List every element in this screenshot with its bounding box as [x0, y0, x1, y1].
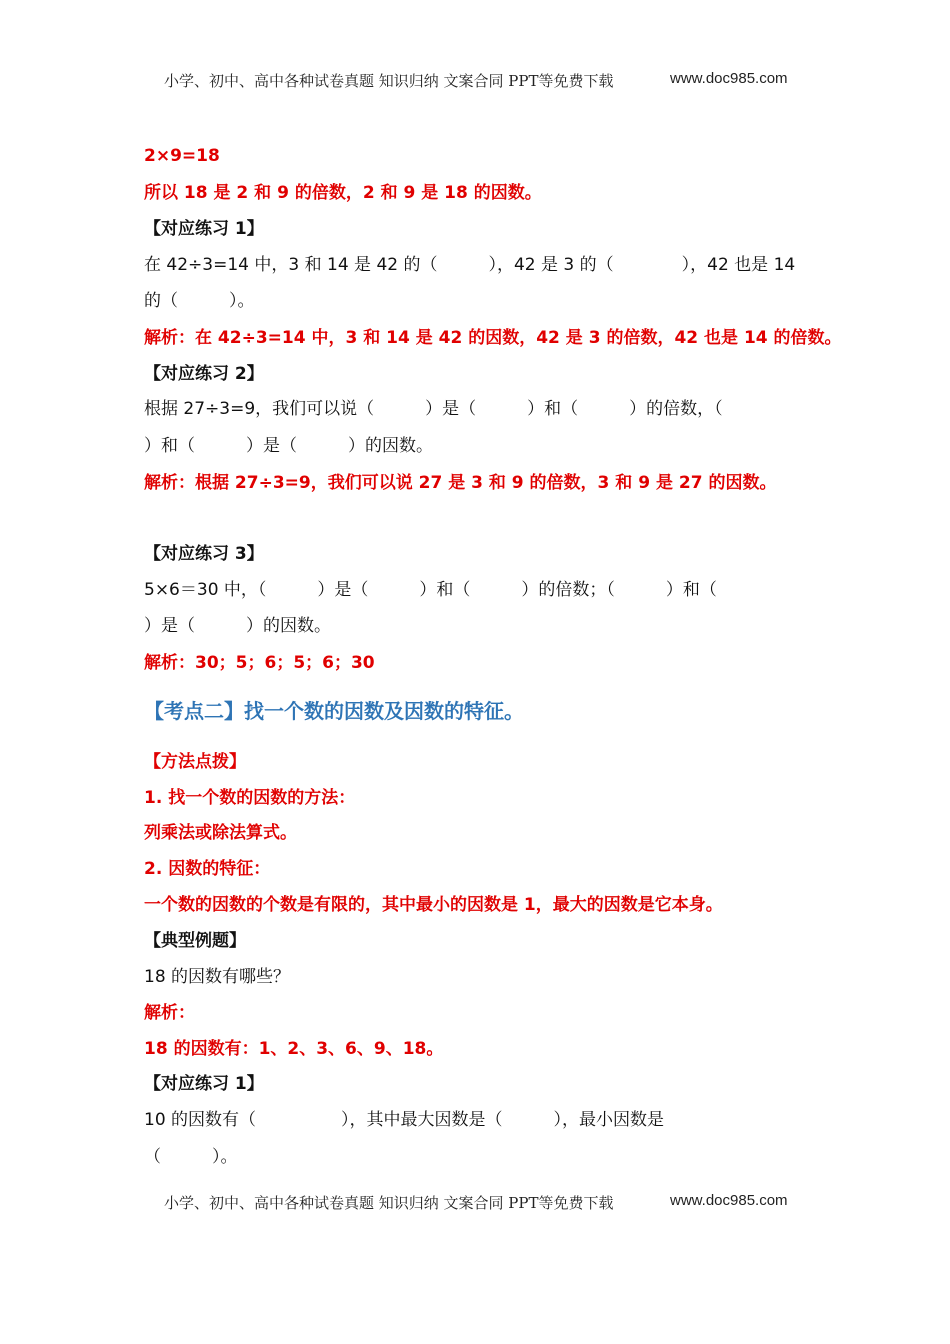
question-text: 根据 27÷3=9，我们可以说（ ）是（ ）和（ ）的倍数，（ [144, 399, 723, 419]
method-item: 2. 因数的特征： [144, 859, 271, 879]
section-heading-practice-2: 【对应练习 2】 [144, 364, 264, 384]
method-item: 一个数的因数的个数是有限的，其中最小的因数是 1，最大的因数是它本身。 [144, 895, 723, 915]
question-text: ）和（ ）是（ ）的因数。 [144, 436, 433, 456]
method-heading: 【方法点拨】 [144, 752, 246, 772]
section-heading-example: 【典型例题】 [144, 931, 246, 951]
question-text: 5×6＝30 中，（ ）是（ ）和（ ）的倍数；（ ）和（ [144, 580, 717, 600]
header-text: 小学、初中、高中各种试卷真题 知识归纳 文案合同 PPT等免费下载 [164, 72, 614, 90]
header-url: www.doc985.com [670, 70, 788, 87]
method-item: 列乘法或除法算式。 [144, 823, 297, 843]
question-text: 在 42÷3=14 中，3 和 14 是 42 的（ ），42 是 3 的（ ），42 也是 14 [144, 255, 796, 275]
footer-text: 小学、初中、高中各种试卷真题 知识归纳 文案合同 PPT等免费下载 [164, 1194, 614, 1212]
topic-heading: 【考点二】找一个数的因数及因数的特征。 [144, 699, 524, 723]
method-item: 1. 找一个数的因数的方法： [144, 788, 356, 808]
equation-line: 2×9=18 [144, 146, 220, 166]
answer-text: 解析：根据 27÷3=9，我们可以说 27 是 3 和 9 的倍数，3 和 9 是 27 的因数。 [144, 473, 777, 493]
question-text: 18 的因数有哪些？ [144, 967, 291, 987]
question-text: 10 的因数有（ ），其中最大因数是（ ），最小因数是 [144, 1110, 665, 1130]
question-text: （ ）。 [144, 1147, 238, 1167]
page-footer [164, 1192, 788, 1213]
answer-text: 解析：在 42÷3=14 中，3 和 14 是 42 的因数，42 是 3 的倍数，42 也是 14 的倍数。 [144, 328, 842, 348]
question-text: 的（ ）。 [144, 291, 255, 311]
conclusion-line: 所以 18 是 2 和 9 的倍数，2 和 9 是 18 的因数。 [144, 183, 542, 203]
question-text: ）是（ ）的因数。 [144, 616, 331, 636]
answer-text: 解析：30；5；6；5；6；30 [144, 653, 375, 673]
answer-text: 18 的因数有：1、2、3、6、9、18。 [144, 1039, 444, 1059]
section-heading-practice-3: 【对应练习 3】 [144, 544, 264, 564]
answer-label: 解析： [144, 1003, 195, 1023]
page-header [164, 70, 788, 91]
section-heading-practice-1: 【对应练习 1】 [144, 219, 264, 239]
footer-url: www.doc985.com [670, 1192, 788, 1209]
section-heading-practice-1b: 【对应练习 1】 [144, 1074, 264, 1094]
